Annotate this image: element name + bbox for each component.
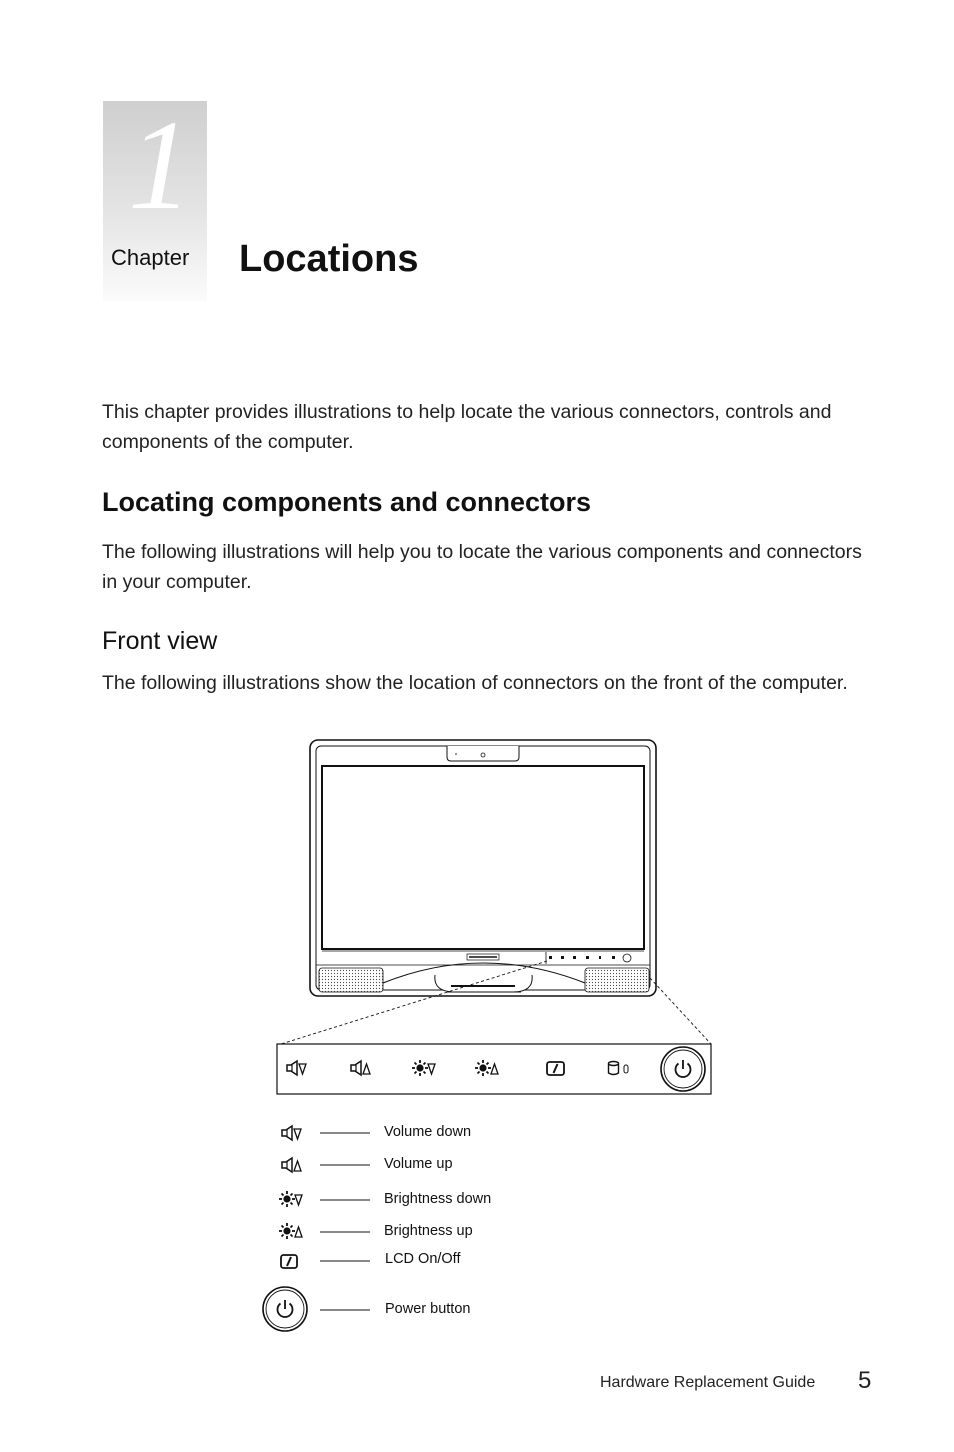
legend-power-icon (263, 1287, 307, 1331)
legend-label-brightness-up: Brightness up (384, 1223, 473, 1239)
chapter-label: Chapter (111, 245, 190, 270)
legend-label-brightness-down: Brightness down (384, 1191, 492, 1207)
monitor (310, 740, 656, 996)
legend-brightness-down-icon (279, 1191, 302, 1207)
footer-guide-title: Hardware Replacement Guide (600, 1374, 816, 1391)
chapter-number: 1 (128, 94, 192, 236)
legend-label-lcd-onoff: LCD On/Off (385, 1251, 461, 1267)
page-number: 5 (858, 1367, 872, 1394)
left-speaker (319, 968, 383, 992)
power-icon[interactable] (661, 1047, 705, 1091)
right-speaker (585, 968, 649, 992)
legend-label-power-button: Power button (385, 1301, 471, 1317)
legend-label-volume-down: Volume down (384, 1124, 472, 1140)
legend-volume-up-icon (282, 1158, 301, 1172)
intro-paragraph: This chapter provides illustrations to help locate the various connectors, controls and components of the computer. (102, 401, 832, 453)
subsection-paragraph: The following illustrations show the location of connectors on the front of the computer. (102, 672, 848, 694)
front-view-figure (255, 735, 725, 1345)
chapter-title: Locations (239, 238, 419, 280)
legend-volume-down-icon (282, 1126, 301, 1140)
section-paragraph: The following illustrations will help you to locate the various components and connectors in your computer. (102, 541, 862, 593)
section-heading: Locating components and connectors (102, 487, 592, 517)
legend-icons (263, 1126, 370, 1331)
control-panel (277, 1044, 711, 1094)
chapter-badge (103, 94, 207, 301)
legend-lcd-onoff-icon (281, 1255, 297, 1268)
front-view-illustration (255, 735, 725, 1345)
subsection-heading: Front view (102, 627, 218, 655)
legend-brightness-up-icon (279, 1223, 302, 1239)
legend-label-volume-up: Volume up (384, 1156, 453, 1172)
